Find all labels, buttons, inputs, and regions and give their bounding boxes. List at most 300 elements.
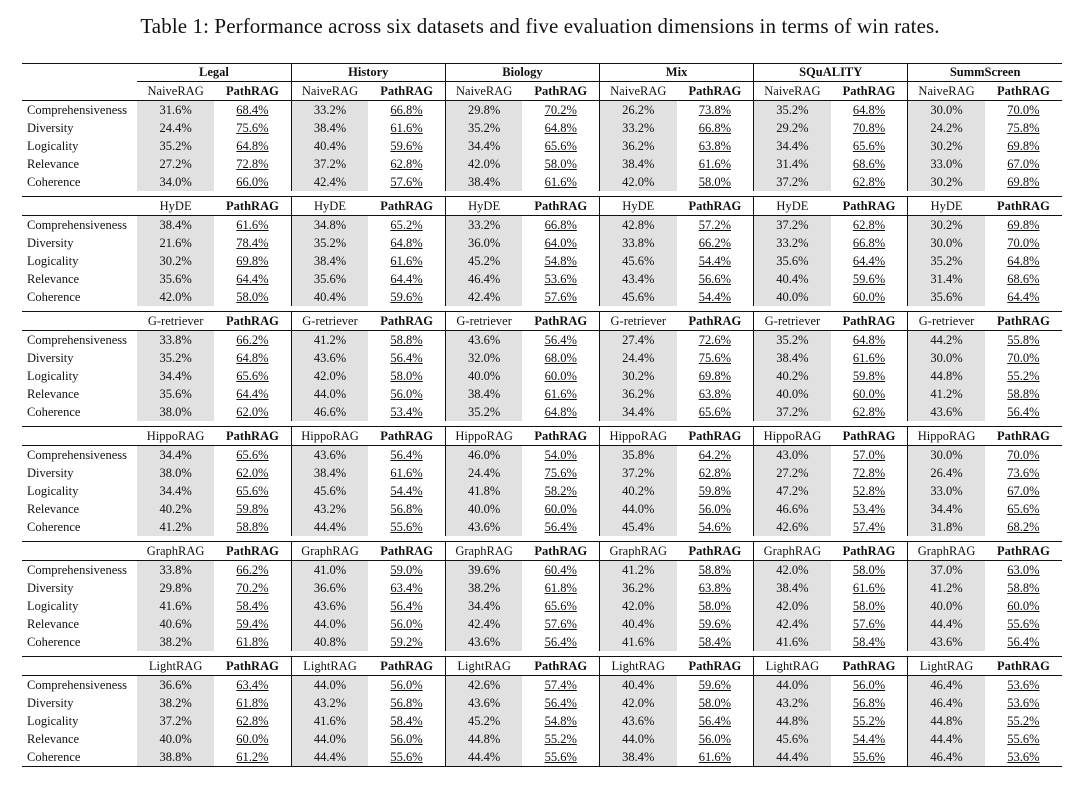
pathrag-value: 60.0% <box>1007 599 1040 613</box>
baseline-header: GraphRAG <box>754 542 831 561</box>
pathrag-value: 69.8% <box>1007 218 1040 232</box>
baseline-header: LightRAG <box>908 657 985 676</box>
pathrag-value: 57.4% <box>544 678 577 692</box>
pathrag-value: 61.8% <box>544 581 577 595</box>
metric-label: Logicality <box>27 254 79 268</box>
baseline-value: 42.6% <box>754 518 831 536</box>
pathrag-value: 61.2% <box>214 748 291 767</box>
metric-label: Diversity <box>27 351 74 365</box>
pathrag-header: PathRAG <box>985 312 1062 331</box>
pathrag-value: 59.6% <box>698 678 731 692</box>
baseline-value: 42.0% <box>600 694 677 712</box>
pathrag-value: 70.0% <box>1007 103 1040 117</box>
metric-label: Diversity <box>27 236 74 250</box>
baseline-value: 42.4% <box>445 615 522 633</box>
baseline-value: 29.8% <box>137 579 214 597</box>
baseline-value: 41.2% <box>908 579 985 597</box>
baseline-value: 38.2% <box>445 579 522 597</box>
baseline-value: 38.0% <box>137 403 214 421</box>
pathrag-value: 58.0% <box>852 599 886 613</box>
metric-label: Comprehensiveness <box>27 448 127 462</box>
baseline-value: 43.6% <box>908 633 985 651</box>
baseline-value: 37.2% <box>137 712 214 730</box>
baseline-value: 34.8% <box>291 216 368 235</box>
baseline-header: LightRAG <box>600 657 677 676</box>
metric-row <box>22 155 1062 173</box>
pathrag-value: 54.8% <box>544 714 577 728</box>
method-header-blank <box>22 312 137 331</box>
pathrag-value: 54.4% <box>698 290 731 304</box>
pathrag-value: 59.2% <box>390 635 423 649</box>
pathrag-value: 64.4% <box>852 254 886 268</box>
baseline-value: 38.4% <box>754 579 831 597</box>
pathrag-value: 53.6% <box>1007 696 1040 710</box>
pathrag-value: 56.0% <box>698 502 731 516</box>
pathrag-value: 70.0% <box>1007 351 1040 365</box>
pathrag-value: 56.8% <box>390 696 423 710</box>
pathrag-value: 72.8% <box>236 157 269 171</box>
baseline-header: HippoRAG <box>445 427 522 446</box>
baseline-value: 43.6% <box>445 331 522 350</box>
baseline-header: LightRAG <box>291 657 368 676</box>
baseline-value: 44.8% <box>754 712 831 730</box>
baseline-value: 43.2% <box>291 500 368 518</box>
metric-label: Comprehensiveness <box>27 333 127 347</box>
baseline-header: G-retriever <box>908 312 985 331</box>
pathrag-value: 57.6% <box>544 617 577 631</box>
baseline-value: 38.4% <box>445 173 522 191</box>
pathrag-header: PathRAG <box>677 657 754 676</box>
pathrag-header: PathRAG <box>677 542 754 561</box>
pathrag-value: 70.2% <box>544 103 577 117</box>
baseline-value: 35.2% <box>445 403 522 421</box>
metric-label: Diversity <box>27 696 74 710</box>
baseline-value: 30.0% <box>908 446 985 465</box>
pathrag-value: 64.4% <box>236 387 269 401</box>
baseline-value: 44.8% <box>445 730 522 748</box>
baseline-value: 43.6% <box>600 712 677 730</box>
baseline-value: 44.0% <box>600 730 677 748</box>
baseline-value: 34.4% <box>600 403 677 421</box>
pathrag-value: 65.2% <box>390 218 423 232</box>
metric-row <box>22 367 1062 385</box>
pathrag-value: 57.2% <box>698 218 731 232</box>
baseline-value: 33.8% <box>600 234 677 252</box>
pathrag-value: 75.6% <box>698 351 731 365</box>
method-header-blank <box>22 82 137 101</box>
pathrag-value: 56.4% <box>1007 635 1040 649</box>
pathrag-value: 65.6% <box>852 139 886 153</box>
baseline-value: 46.4% <box>445 270 522 288</box>
dataset-header: SummScreen <box>908 64 1062 82</box>
method-header-row <box>22 542 1062 561</box>
baseline-value: 43.6% <box>291 446 368 465</box>
baseline-value: 29.2% <box>754 119 831 137</box>
baseline-value: 33.0% <box>908 155 985 173</box>
metric-label: Coherence <box>27 635 81 649</box>
baseline-value: 32.0% <box>445 349 522 367</box>
pathrag-value: 57.0% <box>852 448 886 462</box>
pathrag-value: 60.0% <box>852 290 886 304</box>
baseline-value: 43.2% <box>754 694 831 712</box>
pathrag-value: 53.6% <box>985 748 1062 767</box>
pathrag-header: PathRAG <box>677 82 754 101</box>
table-caption: Table 1: Performance across six datasets and five evaluation dimensions in terms of win rates. <box>140 14 940 38</box>
pathrag-value: 54.8% <box>544 254 577 268</box>
baseline-value: 42.0% <box>291 367 368 385</box>
metric-row <box>22 500 1062 518</box>
pathrag-value: 61.6% <box>677 748 754 767</box>
baseline-value: 42.4% <box>291 173 368 191</box>
pathrag-value: 53.6% <box>544 272 577 286</box>
pathrag-value: 65.6% <box>1007 502 1040 516</box>
baseline-value: 43.6% <box>291 349 368 367</box>
baseline-value: 31.8% <box>908 518 985 536</box>
baseline-value: 36.0% <box>445 234 522 252</box>
baseline-value: 40.0% <box>445 367 522 385</box>
pathrag-header: PathRAG <box>985 427 1062 446</box>
pathrag-value: 58.0% <box>390 369 423 383</box>
pathrag-value: 63.8% <box>698 581 731 595</box>
baseline-header: GraphRAG <box>445 542 522 561</box>
baseline-value: 44.4% <box>445 748 522 767</box>
pathrag-value: 59.6% <box>390 139 423 153</box>
baseline-value: 33.2% <box>291 101 368 120</box>
metric-row <box>22 597 1062 615</box>
corner-cell <box>22 64 137 82</box>
metric-row <box>22 270 1062 288</box>
pathrag-value: 56.6% <box>698 272 731 286</box>
baseline-value: 43.6% <box>445 633 522 651</box>
pathrag-value: 53.4% <box>852 502 886 516</box>
pathrag-value: 68.6% <box>1007 272 1040 286</box>
pathrag-value: 61.6% <box>852 581 886 595</box>
baseline-value: 35.8% <box>600 446 677 465</box>
baseline-header: NaiveRAG <box>137 82 214 101</box>
baseline-value: 27.2% <box>137 155 214 173</box>
metric-row <box>22 173 1062 191</box>
metric-label: Comprehensiveness <box>27 563 127 577</box>
metric-row <box>22 119 1062 137</box>
pathrag-header: PathRAG <box>522 312 599 331</box>
pathrag-value: 68.4% <box>236 103 269 117</box>
baseline-value: 26.2% <box>600 101 677 120</box>
pathrag-value: 62.8% <box>236 714 269 728</box>
baseline-value: 43.6% <box>908 403 985 421</box>
pathrag-value: 62.0% <box>236 405 269 419</box>
pathrag-value: 63.4% <box>390 581 423 595</box>
baseline-header: HyDE <box>291 197 368 216</box>
pathrag-value: 62.8% <box>390 157 423 171</box>
baseline-value: 37.2% <box>754 216 831 235</box>
baseline-value: 40.0% <box>754 288 831 306</box>
pathrag-value: 61.6% <box>236 218 269 232</box>
pathrag-header: PathRAG <box>214 312 291 331</box>
baseline-value: 39.6% <box>445 561 522 580</box>
baseline-value: 35.6% <box>908 288 985 306</box>
pathrag-value: 58.0% <box>544 157 577 171</box>
metric-row <box>22 561 1062 580</box>
baseline-value: 30.2% <box>908 137 985 155</box>
baseline-value: 35.2% <box>754 101 831 120</box>
pathrag-value: 65.6% <box>544 599 577 613</box>
metric-label: Logicality <box>27 599 79 613</box>
pathrag-value: 56.4% <box>1007 405 1040 419</box>
baseline-header: GraphRAG <box>600 542 677 561</box>
pathrag-header: PathRAG <box>831 312 908 331</box>
baseline-value: 30.2% <box>137 252 214 270</box>
pathrag-header: PathRAG <box>985 657 1062 676</box>
baseline-value: 33.2% <box>445 216 522 235</box>
pathrag-value: 72.6% <box>698 333 731 347</box>
baseline-value: 42.0% <box>754 597 831 615</box>
baseline-value: 27.2% <box>754 464 831 482</box>
baseline-value: 30.0% <box>908 349 985 367</box>
pathrag-value: 69.8% <box>698 369 731 383</box>
baseline-value: 35.2% <box>754 331 831 350</box>
baseline-value: 44.0% <box>754 676 831 695</box>
baseline-value: 35.6% <box>754 252 831 270</box>
pathrag-value: 65.6% <box>544 139 577 153</box>
baseline-value: 42.8% <box>600 216 677 235</box>
pathrag-value: 64.8% <box>236 351 269 365</box>
pathrag-value: 57.6% <box>544 290 577 304</box>
pathrag-value: 61.6% <box>390 121 423 135</box>
baseline-value: 37.2% <box>754 173 831 191</box>
baseline-value: 33.8% <box>137 331 214 350</box>
pathrag-value: 54.6% <box>698 520 731 534</box>
pathrag-value: 59.6% <box>698 617 731 631</box>
metric-row <box>22 101 1062 120</box>
baseline-value: 42.0% <box>600 597 677 615</box>
pathrag-value: 55.6% <box>1007 732 1040 746</box>
pathrag-value: 56.0% <box>390 617 423 631</box>
metric-label: Coherence <box>27 520 81 534</box>
baseline-value: 41.6% <box>291 712 368 730</box>
pathrag-value: 75.6% <box>544 466 577 480</box>
metric-label: Diversity <box>27 466 74 480</box>
baseline-value: 31.4% <box>754 155 831 173</box>
metric-label: Coherence <box>27 290 81 304</box>
pathrag-value: 56.0% <box>390 678 423 692</box>
metric-row <box>22 252 1062 270</box>
baseline-value: 40.6% <box>137 615 214 633</box>
baseline-value: 43.6% <box>445 518 522 536</box>
pathrag-value: 56.4% <box>390 599 423 613</box>
pathrag-value: 66.2% <box>698 236 731 250</box>
baseline-value: 38.4% <box>137 216 214 235</box>
metric-label: Relevance <box>27 387 80 401</box>
pathrag-header: PathRAG <box>368 542 445 561</box>
baseline-value: 44.4% <box>908 615 985 633</box>
method-header-blank <box>22 657 137 676</box>
baseline-value: 30.2% <box>908 216 985 235</box>
baseline-value: 41.6% <box>137 597 214 615</box>
pathrag-value: 60.0% <box>544 369 577 383</box>
baseline-header: LightRAG <box>754 657 831 676</box>
baseline-value: 34.4% <box>137 446 214 465</box>
baseline-header: G-retriever <box>445 312 522 331</box>
pathrag-value: 64.2% <box>698 448 731 462</box>
pathrag-value: 61.8% <box>236 635 269 649</box>
pathrag-value: 64.4% <box>390 272 423 286</box>
baseline-value: 38.4% <box>600 155 677 173</box>
baseline-value: 42.0% <box>754 561 831 580</box>
pathrag-value: 64.4% <box>1007 290 1040 304</box>
pathrag-value: 56.0% <box>390 732 423 746</box>
pathrag-header: PathRAG <box>214 197 291 216</box>
baseline-value: 44.0% <box>291 676 368 695</box>
baseline-header: NaiveRAG <box>754 82 831 101</box>
metric-label: Logicality <box>27 484 79 498</box>
baseline-value: 40.4% <box>600 676 677 695</box>
pathrag-value: 59.8% <box>236 502 269 516</box>
pathrag-value: 70.8% <box>852 121 886 135</box>
metric-row <box>22 403 1062 421</box>
metric-label: Comprehensiveness <box>27 678 127 692</box>
metric-label: Relevance <box>27 272 80 286</box>
baseline-value: 33.8% <box>137 561 214 580</box>
pathrag-value: 66.8% <box>544 218 577 232</box>
metric-label: Logicality <box>27 714 79 728</box>
pathrag-value: 61.6% <box>852 351 886 365</box>
baseline-value: 24.4% <box>445 464 522 482</box>
baseline-value: 41.8% <box>445 482 522 500</box>
metric-label: Logicality <box>27 139 79 153</box>
baseline-value: 44.2% <box>908 331 985 350</box>
pathrag-value: 68.2% <box>1007 520 1040 534</box>
table-body <box>22 64 1062 767</box>
pathrag-value: 61.6% <box>390 466 423 480</box>
baseline-value: 40.0% <box>908 597 985 615</box>
pathrag-value: 59.6% <box>852 272 886 286</box>
baseline-value: 33.2% <box>600 119 677 137</box>
metric-label: Diversity <box>27 121 74 135</box>
pathrag-value: 69.8% <box>1007 175 1040 189</box>
pathrag-value: 56.4% <box>544 635 577 649</box>
pathrag-value: 63.4% <box>236 678 269 692</box>
metric-row <box>22 482 1062 500</box>
pathrag-value: 64.8% <box>390 236 423 250</box>
pathrag-value: 56.4% <box>544 333 577 347</box>
pathrag-value: 60.4% <box>544 563 577 577</box>
baseline-value: 24.4% <box>600 349 677 367</box>
baseline-value: 38.2% <box>137 633 214 651</box>
pathrag-value: 55.8% <box>1007 333 1040 347</box>
baseline-header: G-retriever <box>754 312 831 331</box>
baseline-value: 34.4% <box>754 137 831 155</box>
baseline-value: 43.6% <box>445 694 522 712</box>
pathrag-value: 73.8% <box>698 103 731 117</box>
baseline-value: 45.6% <box>600 252 677 270</box>
metric-label: Relevance <box>27 157 80 171</box>
pathrag-header: PathRAG <box>214 657 291 676</box>
dataset-header: Mix <box>600 64 754 82</box>
baseline-header: NaiveRAG <box>291 82 368 101</box>
pathrag-value: 55.6% <box>390 520 423 534</box>
pathrag-header: PathRAG <box>677 312 754 331</box>
pathrag-value: 62.8% <box>852 175 886 189</box>
pathrag-value: 55.6% <box>368 748 445 767</box>
pathrag-value: 54.4% <box>390 484 423 498</box>
baseline-value: 43.0% <box>754 446 831 465</box>
pathrag-value: 55.6% <box>1007 617 1040 631</box>
pathrag-value: 56.8% <box>390 502 423 516</box>
baseline-value: 40.8% <box>291 633 368 651</box>
pathrag-value: 56.4% <box>544 520 577 534</box>
pathrag-value: 70.2% <box>236 581 269 595</box>
metric-row <box>22 234 1062 252</box>
pathrag-header: PathRAG <box>522 542 599 561</box>
metric-label: Comprehensiveness <box>27 218 127 232</box>
pathrag-header: PathRAG <box>985 82 1062 101</box>
pathrag-header: PathRAG <box>522 82 599 101</box>
baseline-value: 31.4% <box>908 270 985 288</box>
pathrag-value: 66.8% <box>852 236 886 250</box>
pathrag-value: 58.4% <box>390 714 423 728</box>
baseline-value: 43.4% <box>600 270 677 288</box>
pathrag-header: PathRAG <box>985 197 1062 216</box>
pathrag-value: 55.2% <box>1007 714 1040 728</box>
baseline-value: 40.2% <box>600 482 677 500</box>
metric-row <box>22 712 1062 730</box>
dataset-header: Biology <box>445 64 599 82</box>
pathrag-value: 59.8% <box>698 484 731 498</box>
baseline-header: NaiveRAG <box>600 82 677 101</box>
baseline-value: 34.4% <box>445 137 522 155</box>
baseline-value: 41.2% <box>908 385 985 403</box>
pathrag-value: 65.6% <box>236 448 269 462</box>
baseline-value: 30.2% <box>908 173 985 191</box>
pathrag-value: 58.4% <box>698 635 731 649</box>
pathrag-value: 56.4% <box>390 351 423 365</box>
pathrag-value: 56.0% <box>852 678 886 692</box>
pathrag-value: 62.8% <box>698 466 731 480</box>
baseline-value: 45.6% <box>600 288 677 306</box>
baseline-value: 35.6% <box>137 385 214 403</box>
baseline-header: HyDE <box>908 197 985 216</box>
baseline-value: 47.2% <box>754 482 831 500</box>
pathrag-value: 78.4% <box>236 236 269 250</box>
baseline-header: G-retriever <box>291 312 368 331</box>
pathrag-value: 58.8% <box>1007 387 1040 401</box>
baseline-value: 34.4% <box>908 500 985 518</box>
pathrag-value: 56.4% <box>390 448 423 462</box>
baseline-value: 41.6% <box>600 633 677 651</box>
metric-label: Relevance <box>27 617 80 631</box>
pathrag-header: PathRAG <box>831 197 908 216</box>
pathrag-header: PathRAG <box>368 197 445 216</box>
pathrag-value: 61.6% <box>390 254 423 268</box>
baseline-value: 46.4% <box>908 748 985 767</box>
metric-row <box>22 748 1062 767</box>
method-header-blank <box>22 542 137 561</box>
pathrag-value: 55.6% <box>522 748 599 767</box>
pathrag-value: 54.4% <box>698 254 731 268</box>
pathrag-value: 65.6% <box>236 484 269 498</box>
metric-row <box>22 331 1062 350</box>
method-header-row <box>22 82 1062 101</box>
baseline-value: 46.6% <box>754 500 831 518</box>
pathrag-header: PathRAG <box>368 82 445 101</box>
pathrag-header: PathRAG <box>368 427 445 446</box>
pathrag-value: 54.0% <box>544 448 577 462</box>
baseline-header: HyDE <box>137 197 214 216</box>
pathrag-value: 61.6% <box>544 387 577 401</box>
baseline-value: 30.2% <box>600 367 677 385</box>
baseline-header: GraphRAG <box>137 542 214 561</box>
baseline-value: 35.2% <box>137 137 214 155</box>
